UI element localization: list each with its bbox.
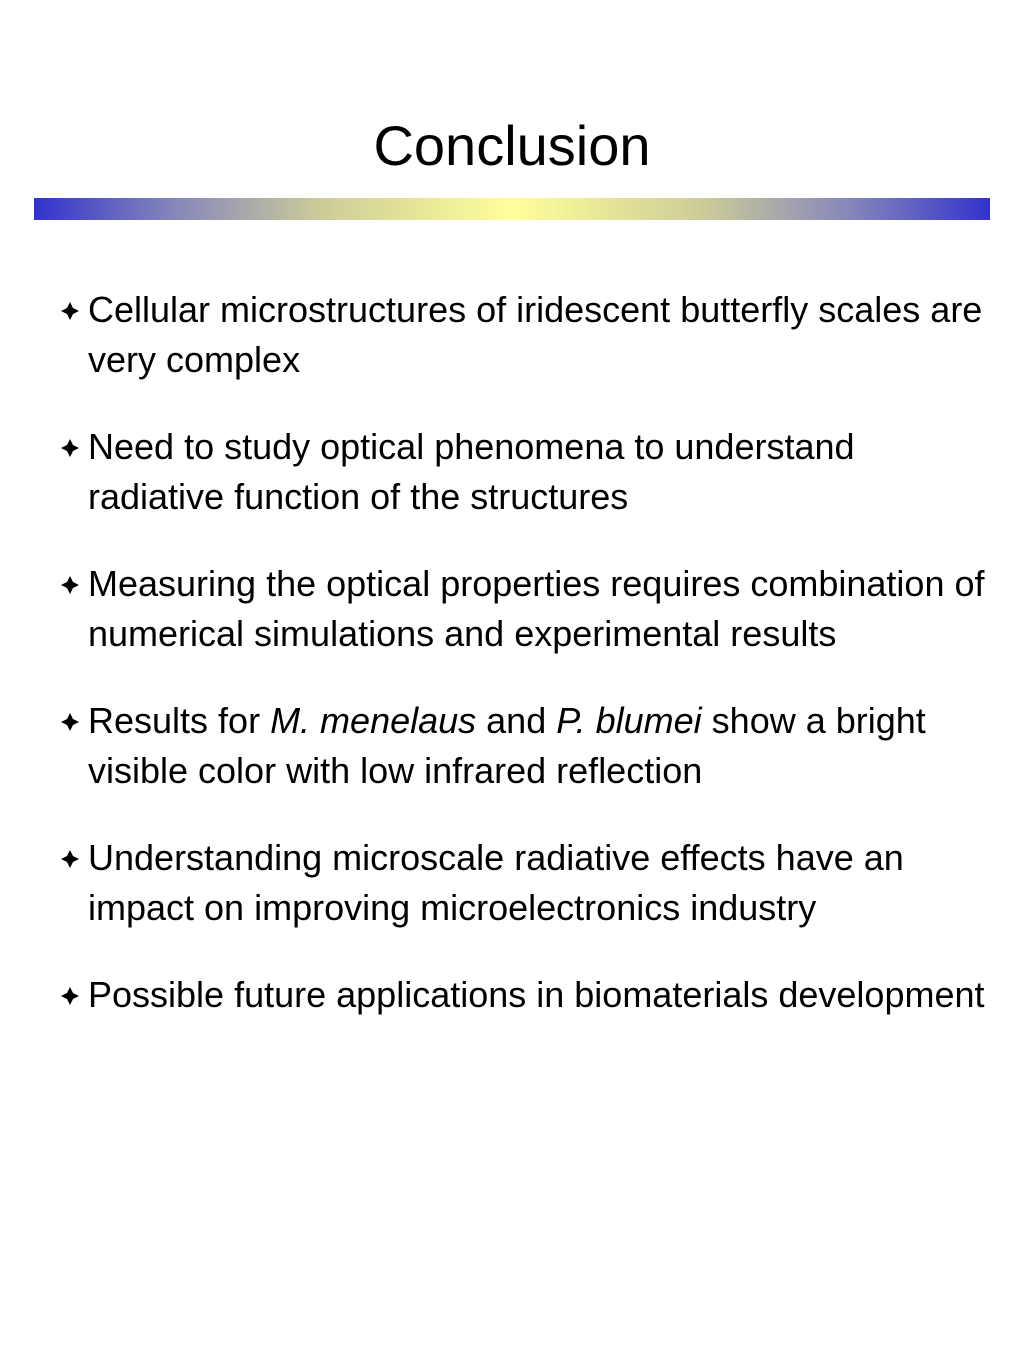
bullet-text: Understanding microscale radiative effects have an impact on improving microelectronics industry	[88, 837, 904, 928]
diamond-bullet-icon	[60, 712, 80, 732]
slide-title: Conclusion	[373, 114, 651, 177]
bullet-text-part: Results for	[88, 700, 271, 741]
bullet-text	[88, 700, 926, 791]
bullet-item	[0, 285, 1024, 385]
species-name: M. menelaus	[270, 700, 477, 741]
bullet-item	[0, 696, 1024, 796]
bullet-item	[0, 559, 1024, 659]
bullet-text: Possible future applications in biomaterials development	[88, 974, 985, 1015]
bullet-item	[0, 833, 1024, 933]
bullet-text: Cellular microstructures of iridescent butterfly scales are very complex	[88, 289, 983, 380]
bullet-text-part: and	[476, 700, 557, 741]
species-name: P. blumei	[556, 700, 702, 741]
bullet-list	[0, 285, 1024, 1057]
diamond-bullet-icon	[60, 301, 80, 321]
diamond-bullet-icon	[60, 438, 80, 458]
bullet-text-part: show a bright visible color with low infrared reflection	[88, 700, 926, 791]
diamond-bullet-icon	[60, 849, 80, 869]
bullet-item	[0, 422, 1024, 522]
diamond-bullet-icon	[60, 575, 80, 595]
title-gradient-rule	[34, 198, 990, 220]
bullet-text: Measuring the optical properties requires combination of numerical simulations and experimental results	[88, 563, 985, 654]
bullet-text: Need to study optical phenomena to understand radiative function of the structures	[88, 426, 855, 517]
bullet-item	[0, 970, 1024, 1020]
diamond-bullet-icon	[60, 986, 80, 1006]
